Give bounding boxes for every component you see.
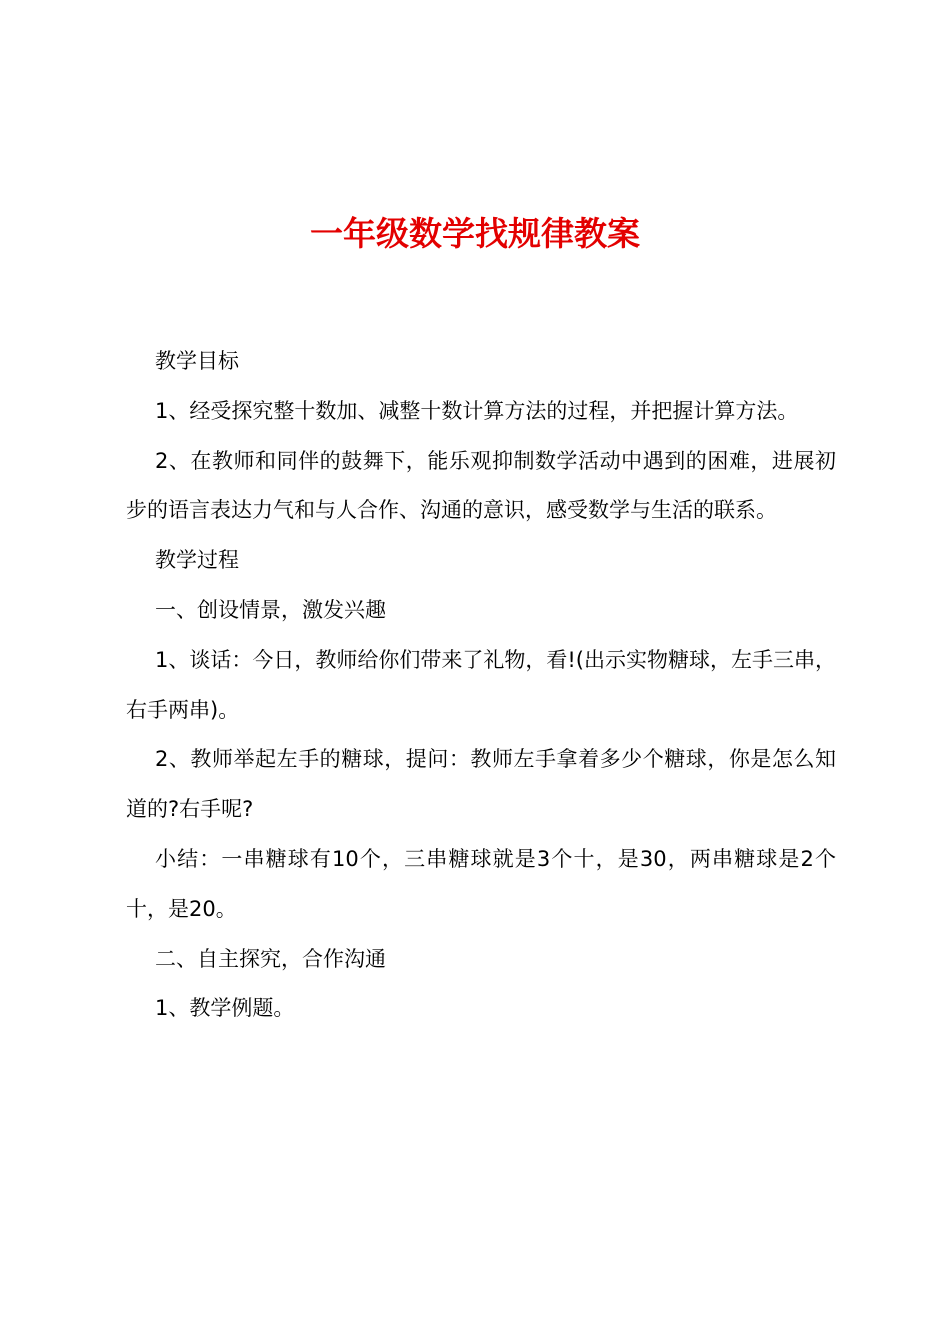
heading-teaching-process: 教学过程	[155, 548, 239, 573]
summary-paragraph: 小结：一串糖球有10个，三串糖球就是3个十，是30，两串糖球是2个十，是20。	[126, 846, 836, 921]
section-heading-2: 二、自主探究，合作沟通	[155, 946, 386, 971]
process-item-2: 2、教师举起左手的糖球，提问：教师左手拿着多少个糖球，你是怎么知道的?右手呢?	[126, 747, 836, 822]
heading-teaching-goals: 教学目标	[155, 349, 239, 373]
document-body	[126, 337, 836, 1034]
process-item-3: 1、教学例题。	[155, 996, 295, 1021]
goal-item-1: 1、经受探究整十数加、减整十数计算方法的过程，并把握计算方法。	[155, 398, 799, 423]
goal-item-2: 2、在教师和同伴的鼓舞下，能乐观抑制数学活动中遇到的困难，进展初步的语言表达力气和与人合作、沟通的意识，感受数学与生活的联系。	[126, 448, 836, 523]
section-heading-1: 一、创设情景，激发兴趣	[155, 597, 386, 622]
process-item-1: 1、谈话：今日，教师给你们带来了礼物，看!(出示实物糖球，左手三串，右手两串)。	[126, 647, 836, 722]
document-title: 一年级数学找规律教案	[310, 214, 640, 253]
